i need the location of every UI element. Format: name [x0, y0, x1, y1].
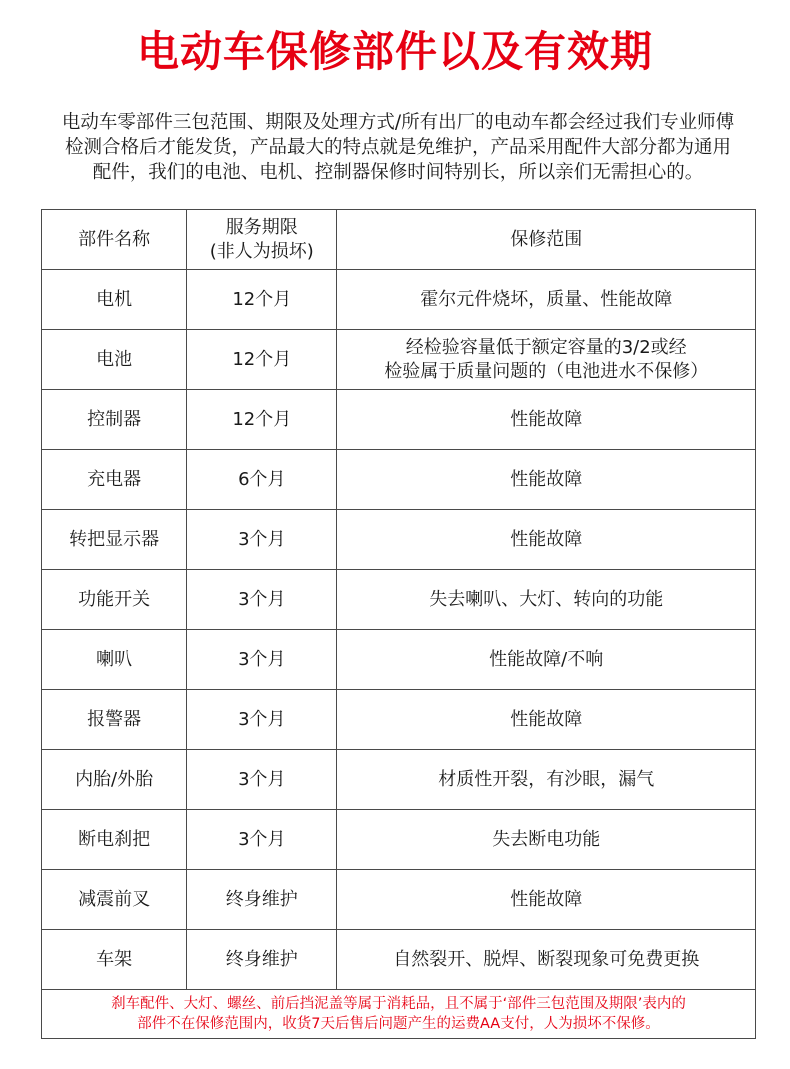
- cell-part-name: 喇叭: [42, 630, 187, 690]
- cell-warranty-scope-line: 材质性开裂，有沙眼，漏气: [438, 768, 655, 790]
- cell-warranty-scope: [337, 630, 756, 690]
- table-row: [42, 750, 756, 810]
- page-title: 电动车保修部件以及有效期: [136, 27, 653, 76]
- cell-part-name: 车架: [42, 930, 187, 990]
- table-row: [42, 450, 756, 510]
- cell-warranty-scope: [337, 330, 756, 390]
- cell-warranty-scope-line: 自然裂开、脱焊、断裂现象可免费更换: [393, 948, 700, 970]
- cell-warranty-scope-line: 性能故障/不响: [489, 648, 604, 670]
- cell-warranty-scope-line: 性能故障: [510, 408, 583, 430]
- cell-warranty-scope-line: 检验属于质量问题的（电池进水不保修）: [384, 360, 709, 382]
- cell-service-period: 终身维护: [187, 870, 337, 930]
- cell-service-period: 3个月: [187, 510, 337, 570]
- table-row: [42, 810, 756, 870]
- intro-line: 检测合格后才能发货，产品最大的特点就是免维护，产品采用配件大部分都为通用: [64, 137, 731, 158]
- table-row: [42, 390, 756, 450]
- intro-line: 配件，我们的电池、电机、控制器保修时间特别长，所以亲们无需担心的。: [92, 162, 704, 183]
- intro-line: 电动车零部件三包范围、期限及处理方式/所有出厂的电动车都会经过我们专业师傅: [61, 112, 735, 133]
- cell-warranty-scope-line: 霍尔元件烧坏，质量、性能故障: [420, 288, 673, 310]
- cell-part-name: 报警器: [42, 690, 187, 750]
- cell-warranty-scope-line: 性能故障: [510, 468, 583, 490]
- cell-warranty-scope-line: 失去喇叭、大灯、转向的功能: [429, 588, 664, 610]
- cell-service-period: 3个月: [187, 690, 337, 750]
- table-row: [42, 330, 756, 390]
- cell-service-period: 3个月: [187, 630, 337, 690]
- table-row: [42, 630, 756, 690]
- table-row: [42, 930, 756, 990]
- cell-part-name: 功能开关: [42, 570, 187, 630]
- footer-note-line: 部件不在保修范围内，收货7天后售后问题产生的运费AA支付，人为损坏不保修。: [137, 1016, 660, 1032]
- header-service-period-line2: (非人为损坏): [209, 240, 314, 262]
- cell-part-name: 断电刹把: [42, 810, 187, 870]
- header-service-period-line1: 服务期限: [225, 216, 298, 238]
- cell-service-period: 3个月: [187, 570, 337, 630]
- cell-service-period: 3个月: [187, 750, 337, 810]
- cell-service-period: 12个月: [187, 270, 337, 330]
- table-footer-row: [42, 990, 756, 1039]
- footer-note: [42, 990, 756, 1039]
- cell-part-name: 控制器: [42, 390, 187, 450]
- header-part-name: 部件名称: [42, 210, 187, 270]
- cell-service-period: 终身维护: [187, 930, 337, 990]
- table-row: [42, 870, 756, 930]
- cell-warranty-scope: [337, 510, 756, 570]
- warranty-table: [41, 209, 756, 1039]
- header-warranty-scope: 保修范围: [337, 210, 756, 270]
- table-row: [42, 510, 756, 570]
- cell-part-name: 减震前叉: [42, 870, 187, 930]
- cell-warranty-scope: [337, 450, 756, 510]
- cell-warranty-scope: [337, 750, 756, 810]
- cell-warranty-scope-line: 性能故障: [510, 528, 583, 550]
- cell-warranty-scope-line: 失去断电功能: [492, 828, 601, 850]
- cell-warranty-scope: [337, 390, 756, 450]
- cell-service-period: 3个月: [187, 810, 337, 870]
- cell-part-name: 电池: [42, 330, 187, 390]
- cell-warranty-scope: [337, 870, 756, 930]
- cell-part-name: 转把显示器: [42, 510, 187, 570]
- cell-service-period: 6个月: [187, 450, 337, 510]
- table-row: [42, 690, 756, 750]
- footer-note-line: 刹车配件、大灯、螺丝、前后挡泥盖等属于消耗品，且不属于‘部件三包范围及期限’表内的: [111, 996, 686, 1012]
- cell-warranty-scope: [337, 810, 756, 870]
- cell-warranty-scope-line: 经检验容量低于额定容量的3/2或经: [405, 336, 687, 358]
- intro-paragraph: [36, 110, 760, 185]
- cell-service-period: 12个月: [187, 390, 337, 450]
- cell-warranty-scope: [337, 270, 756, 330]
- table-row: [42, 570, 756, 630]
- cell-service-period: 12个月: [187, 330, 337, 390]
- cell-warranty-scope: [337, 570, 756, 630]
- cell-warranty-scope-line: 性能故障: [510, 708, 583, 730]
- table-row: [42, 270, 756, 330]
- cell-warranty-scope-line: 性能故障: [510, 888, 583, 910]
- table-header-row: [42, 210, 756, 270]
- cell-part-name: 电机: [42, 270, 187, 330]
- header-service-period: [187, 210, 337, 270]
- cell-part-name: 充电器: [42, 450, 187, 510]
- cell-warranty-scope: [337, 690, 756, 750]
- cell-part-name: 内胎/外胎: [42, 750, 187, 810]
- cell-warranty-scope: [337, 930, 756, 990]
